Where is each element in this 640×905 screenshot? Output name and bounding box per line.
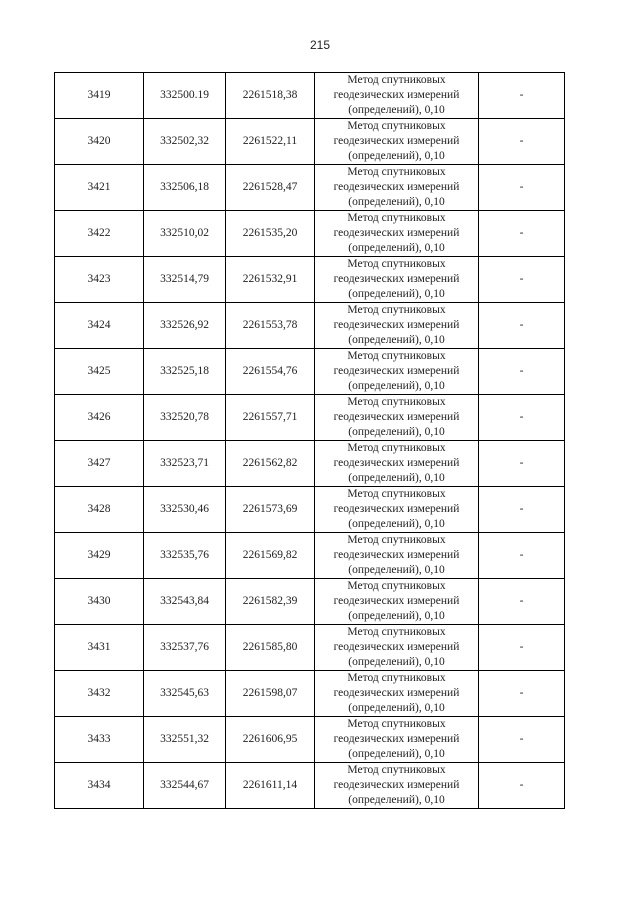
coordinate-x-cell: 332514,79 xyxy=(144,257,226,303)
coordinate-x-cell: 332523,71 xyxy=(144,441,226,487)
method-line: (определений), 0,10 xyxy=(348,518,445,530)
method-cell xyxy=(315,119,479,165)
method-line: Метод спутниковых xyxy=(347,442,446,454)
coordinate-x-cell: 332530,46 xyxy=(144,487,226,533)
point-number-cell: 3422 xyxy=(55,211,144,257)
method-line: (определений), 0,10 xyxy=(348,104,445,116)
method-line: Метод спутниковых xyxy=(347,350,446,362)
method-line: геодезических измерений xyxy=(333,135,460,147)
method-line: геодезических измерений xyxy=(333,319,460,331)
method-cell xyxy=(315,257,479,303)
method-cell xyxy=(315,671,479,717)
coordinate-x-cell: 332502,32 xyxy=(144,119,226,165)
coordinate-x-cell: 332544,67 xyxy=(144,763,226,809)
method-line: (определений), 0,10 xyxy=(348,196,445,208)
method-line: (определений), 0,10 xyxy=(348,748,445,760)
method-line: геодезических измерений xyxy=(333,641,460,653)
point-number-cell: 3431 xyxy=(55,625,144,671)
method-line: геодезических измерений xyxy=(333,779,460,791)
coordinate-y-cell: 2261573,69 xyxy=(226,487,315,533)
method-line: Метод спутниковых xyxy=(347,764,446,776)
method-line: Метод спутниковых xyxy=(347,212,446,224)
method-line: (определений), 0,10 xyxy=(348,610,445,622)
table-row xyxy=(55,533,565,579)
table-row xyxy=(55,671,565,717)
note-cell: - xyxy=(479,257,565,303)
note-cell: - xyxy=(479,579,565,625)
coordinate-x-cell: 332525,18 xyxy=(144,349,226,395)
point-number-cell: 3420 xyxy=(55,119,144,165)
note-cell: - xyxy=(479,671,565,717)
method-line: (определений), 0,10 xyxy=(348,564,445,576)
coordinate-x-cell: 332535,76 xyxy=(144,533,226,579)
method-line: Метод спутниковых xyxy=(347,626,446,638)
table-row xyxy=(55,257,565,303)
note-cell: - xyxy=(479,211,565,257)
method-line: геодезических измерений xyxy=(333,227,460,239)
table-row xyxy=(55,579,565,625)
method-cell xyxy=(315,395,479,441)
coordinate-y-cell: 2261611,14 xyxy=(226,763,315,809)
method-line: Метод спутниковых xyxy=(347,580,446,592)
method-line: Метод спутниковых xyxy=(347,74,446,86)
point-number-cell: 3424 xyxy=(55,303,144,349)
point-number-cell: 3426 xyxy=(55,395,144,441)
method-line: (определений), 0,10 xyxy=(348,288,445,300)
method-cell xyxy=(315,533,479,579)
method-line: геодезических измерений xyxy=(333,595,460,607)
note-cell: - xyxy=(479,119,565,165)
method-cell xyxy=(315,211,479,257)
method-line: (определений), 0,10 xyxy=(348,242,445,254)
coordinate-x-cell: 332545,63 xyxy=(144,671,226,717)
note-cell: - xyxy=(479,441,565,487)
table-row xyxy=(55,441,565,487)
point-number-cell: 3430 xyxy=(55,579,144,625)
method-line: (определений), 0,10 xyxy=(348,426,445,438)
method-line: геодезических измерений xyxy=(333,687,460,699)
method-line: (определений), 0,10 xyxy=(348,656,445,668)
method-line: Метод спутниковых xyxy=(347,488,446,500)
note-cell: - xyxy=(479,303,565,349)
note-cell: - xyxy=(479,625,565,671)
method-line: (определений), 0,10 xyxy=(348,472,445,484)
method-line: геодезических измерений xyxy=(333,365,460,377)
coordinate-y-cell: 2261522,11 xyxy=(226,119,315,165)
method-cell xyxy=(315,303,479,349)
method-cell xyxy=(315,717,479,763)
table-row xyxy=(55,625,565,671)
note-cell: - xyxy=(479,717,565,763)
method-cell xyxy=(315,349,479,395)
method-line: (определений), 0,10 xyxy=(348,334,445,346)
table-row xyxy=(55,165,565,211)
method-line: геодезических измерений xyxy=(333,89,460,101)
coordinate-x-cell: 332526,92 xyxy=(144,303,226,349)
note-cell: - xyxy=(479,487,565,533)
method-line: Метод спутниковых xyxy=(347,304,446,316)
method-cell xyxy=(315,73,479,119)
table-row xyxy=(55,717,565,763)
table-row xyxy=(55,763,565,809)
coordinate-y-cell: 2261562,82 xyxy=(226,441,315,487)
point-number-cell: 3434 xyxy=(55,763,144,809)
method-cell xyxy=(315,441,479,487)
note-cell: - xyxy=(479,395,565,441)
method-line: (определений), 0,10 xyxy=(348,380,445,392)
point-number-cell: 3421 xyxy=(55,165,144,211)
method-line: геодезических измерений xyxy=(333,549,460,561)
coordinates-table xyxy=(54,72,565,809)
point-number-cell: 3425 xyxy=(55,349,144,395)
method-line: (определений), 0,10 xyxy=(348,150,445,162)
table-row xyxy=(55,487,565,533)
table-row xyxy=(55,395,565,441)
method-cell xyxy=(315,487,479,533)
coordinate-y-cell: 2261532,91 xyxy=(226,257,315,303)
method-line: геодезических измерений xyxy=(333,181,460,193)
coordinate-x-cell: 332537,76 xyxy=(144,625,226,671)
method-line: геодезических измерений xyxy=(333,457,460,469)
table-body xyxy=(55,73,565,809)
method-line: Метод спутниковых xyxy=(347,672,446,684)
coordinate-x-cell: 332551,32 xyxy=(144,717,226,763)
coordinate-x-cell: 332543,84 xyxy=(144,579,226,625)
method-cell xyxy=(315,579,479,625)
coordinate-y-cell: 2261606,95 xyxy=(226,717,315,763)
coordinate-y-cell: 2261582,39 xyxy=(226,579,315,625)
coordinate-y-cell: 2261535,20 xyxy=(226,211,315,257)
point-number-cell: 3429 xyxy=(55,533,144,579)
method-line: геодезических измерений xyxy=(333,411,460,423)
coordinate-y-cell: 2261553,78 xyxy=(226,303,315,349)
method-line: Метод спутниковых xyxy=(347,718,446,730)
point-number-cell: 3427 xyxy=(55,441,144,487)
note-cell: - xyxy=(479,349,565,395)
method-cell xyxy=(315,763,479,809)
coordinate-y-cell: 2261528,47 xyxy=(226,165,315,211)
table-row xyxy=(55,349,565,395)
coordinate-y-cell: 2261585,80 xyxy=(226,625,315,671)
method-line: геодезических измерений xyxy=(333,733,460,745)
method-line: геодезических измерений xyxy=(333,503,460,515)
coordinate-x-cell: 332510,02 xyxy=(144,211,226,257)
method-cell xyxy=(315,165,479,211)
method-line: (определений), 0,10 xyxy=(348,702,445,714)
point-number-cell: 3432 xyxy=(55,671,144,717)
point-number-cell: 3423 xyxy=(55,257,144,303)
coordinate-x-cell: 332500.19 xyxy=(144,73,226,119)
coordinate-y-cell: 2261518,38 xyxy=(226,73,315,119)
coordinate-y-cell: 2261557,71 xyxy=(226,395,315,441)
note-cell: - xyxy=(479,73,565,119)
method-line: геодезических измерений xyxy=(333,273,460,285)
note-cell: - xyxy=(479,165,565,211)
point-number-cell: 3419 xyxy=(55,73,144,119)
table-row xyxy=(55,211,565,257)
page-number: 215 xyxy=(309,38,331,52)
method-line: Метод спутниковых xyxy=(347,166,446,178)
coordinate-y-cell: 2261554,76 xyxy=(226,349,315,395)
point-number-cell: 3433 xyxy=(55,717,144,763)
coordinate-y-cell: 2261569,82 xyxy=(226,533,315,579)
method-line: Метод спутниковых xyxy=(347,258,446,270)
table-row xyxy=(55,303,565,349)
method-cell xyxy=(315,625,479,671)
coordinate-y-cell: 2261598,07 xyxy=(226,671,315,717)
method-line: (определений), 0,10 xyxy=(348,794,445,806)
note-cell: - xyxy=(479,533,565,579)
method-line: Метод спутниковых xyxy=(347,396,446,408)
method-line: Метод спутниковых xyxy=(347,120,446,132)
point-number-cell: 3428 xyxy=(55,487,144,533)
table-row xyxy=(55,119,565,165)
table-row xyxy=(55,73,565,119)
coordinate-x-cell: 332520,78 xyxy=(144,395,226,441)
note-cell: - xyxy=(479,763,565,809)
method-line: Метод спутниковых xyxy=(347,534,446,546)
coordinate-x-cell: 332506,18 xyxy=(144,165,226,211)
